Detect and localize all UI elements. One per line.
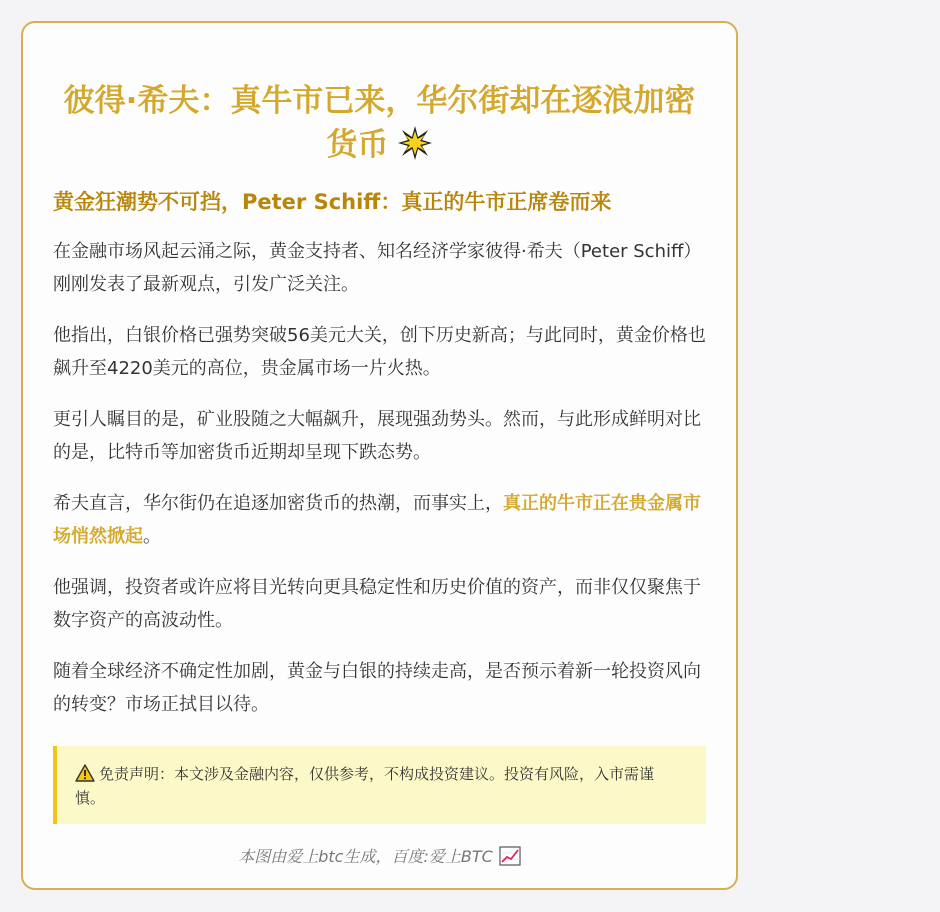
- paragraph-4-highlight: 真正的牛市正在贵金属市场悄然掀起: [53, 493, 701, 547]
- article-subtitle: 黄金狂潮势不可挡，Peter Schiff：真正的牛市正席卷而来: [53, 190, 612, 214]
- star-burst-icon: [397, 125, 433, 161]
- disclaimer-box: [53, 746, 706, 824]
- paragraph-5: 他强调，投资者或许应将目光转向更具稳定性和历史价值的资产，而非仅仅聚焦于数字资产的高波动性。: [53, 577, 701, 631]
- footer-credit: [53, 844, 706, 870]
- paragraph-3: 更引人瞩目的是，矿业股随之大幅飙升，展现强劲势头。然而，与此形成鲜明对比的是，比特币等加密货币近期却呈现下跌态势。: [53, 409, 701, 463]
- paragraph-1: 在金融市场风起云涌之际，黄金支持者、知名经济学家彼得·希夫（Peter Schiff）刚刚发表了最新观点，引发广泛关注。: [53, 241, 702, 295]
- footer-text: 本图由爱上btc生成，百度:爱上BTC: [238, 847, 493, 866]
- paragraph-2: 他指出，白银价格已强势突破56美元大关，创下历史新高；与此同时，黄金价格也飙升至4220美元的高位，贵金属市场一片火热。: [53, 325, 706, 379]
- chart-increasing-icon: [499, 846, 521, 866]
- paragraph-4-prefix: 希夫直言，华尔街仍在追逐加密货币的热潮，而事实上，: [53, 493, 503, 514]
- article-title: [53, 79, 706, 167]
- article-title-text: 彼得·希夫：真牛市已来，华尔街却在逐浪加密货币: [63, 83, 696, 163]
- paragraph-6: 随着全球经济不确定性加剧，黄金与白银的持续走高，是否预示着新一轮投资风向的转变？市场正拭目以待。: [53, 661, 701, 715]
- article-card: [21, 21, 738, 890]
- paragraph-4: [53, 487, 706, 553]
- warning-icon: [75, 764, 95, 782]
- paragraph-4-suffix: 。: [143, 526, 161, 547]
- disclaimer-text: 免责声明：本文涉及金融内容，仅供参考，不构成投资建议。投资有风险，入市需谨慎。: [75, 765, 655, 807]
